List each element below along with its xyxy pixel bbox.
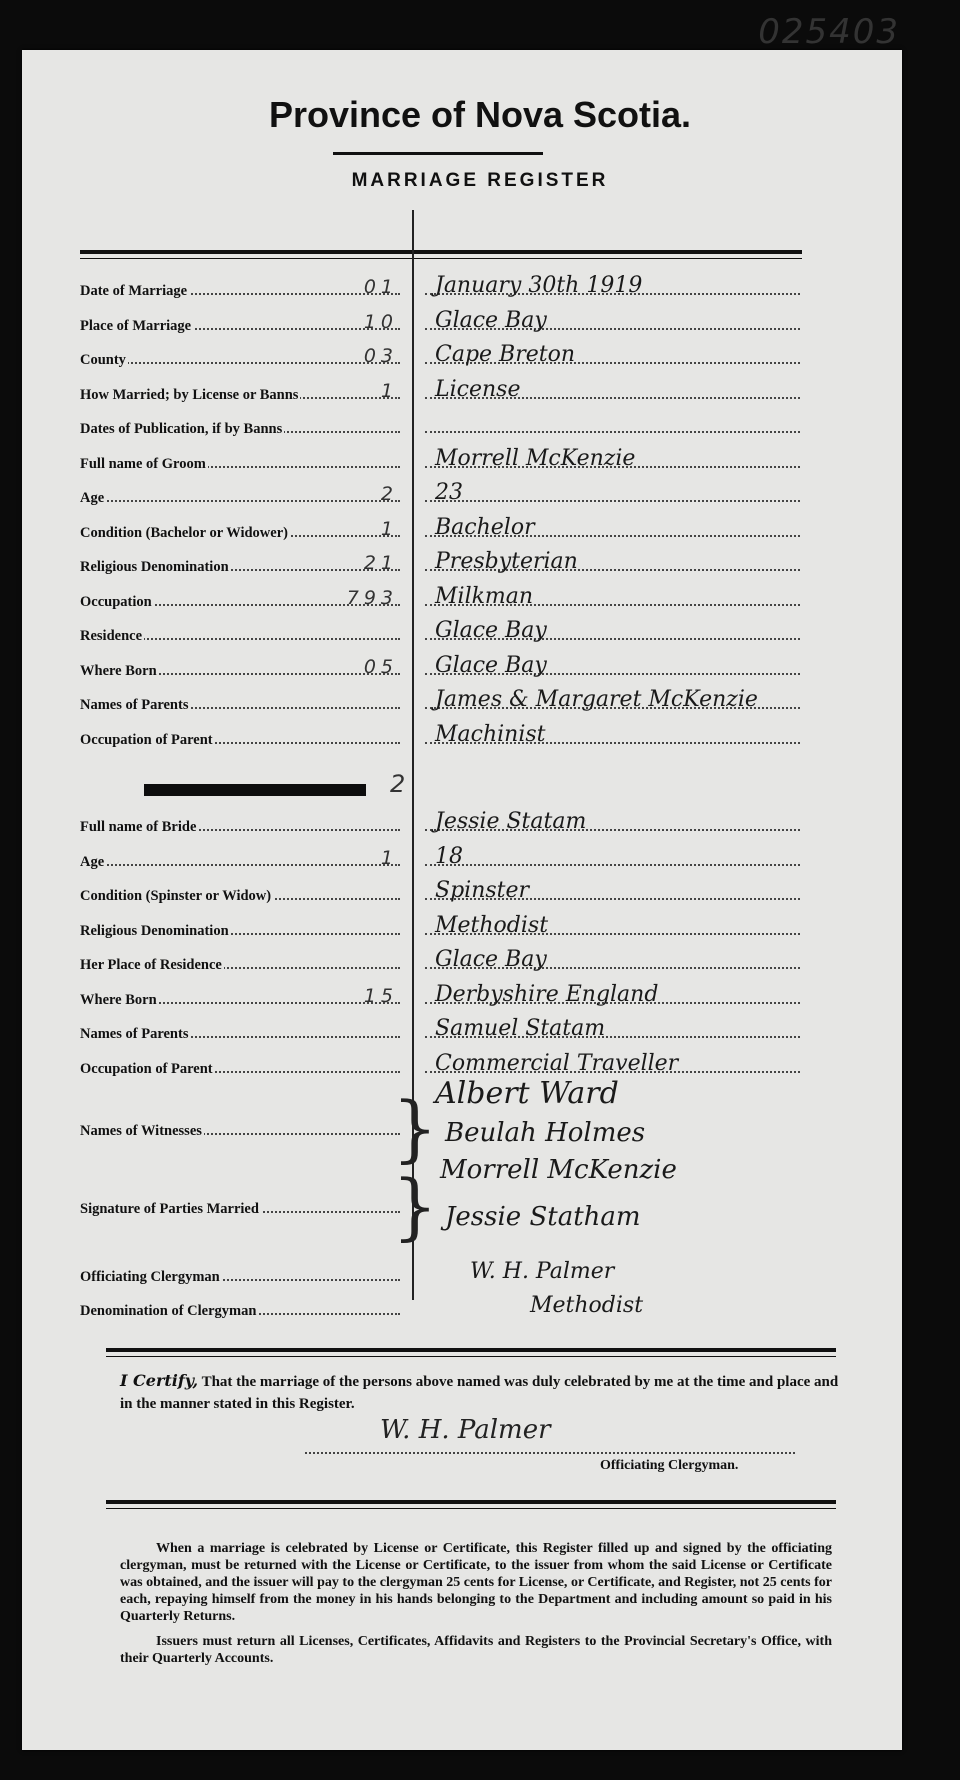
field-code: 03: [363, 345, 398, 367]
form-row: [80, 477, 800, 509]
value-line: [425, 864, 800, 866]
signature-label: Officiating Clergyman.: [600, 1458, 739, 1473]
field-label: Condition (Spinster or Widow): [80, 888, 272, 904]
field-value: W. H. Palmer: [470, 1259, 615, 1284]
field-label: Residence: [80, 628, 143, 644]
field-label: Age: [80, 853, 105, 870]
field-label: Where Born: [80, 991, 157, 1008]
form-row: [80, 339, 800, 371]
field-value: Glace Bay: [435, 618, 547, 643]
form-row: [80, 806, 800, 838]
form-row: [80, 512, 800, 544]
field-label: Denomination of Clergyman: [80, 1303, 257, 1319]
form-row: [80, 719, 800, 751]
form-row: [80, 305, 800, 337]
field-code: 1: [380, 379, 398, 402]
field-value: Glace Bay: [435, 652, 547, 678]
field-code: 793: [346, 586, 398, 609]
field-code: 1: [380, 846, 398, 869]
instructions-notice: [120, 1540, 832, 1675]
field-label: Occupation of Parent: [80, 1060, 213, 1077]
field-label: Religious Denomination: [80, 922, 229, 939]
field-value: Morrell McKenzie: [435, 445, 636, 471]
brace: }: [392, 1164, 438, 1248]
notice-rule-thin: [106, 1508, 836, 1509]
field-value: Spinster: [435, 878, 530, 903]
field-value: Derbyshire England: [435, 981, 659, 1007]
field-value: Commercial Traveller: [435, 1050, 679, 1076]
field-code: 1: [380, 517, 398, 540]
header-rule-thick: [80, 250, 802, 254]
field-value: Glace Bay: [435, 307, 547, 333]
value-line: [425, 431, 800, 433]
field-code: 15: [363, 984, 398, 1007]
value-line: [425, 500, 800, 502]
form-row: [80, 443, 800, 475]
form-row: [80, 270, 800, 302]
field-label: Age: [80, 490, 105, 506]
field-label: Officiating Clergyman: [80, 1269, 220, 1285]
notice-paragraph: When a marriage is celebrated by License or Certificate, this Register filled up and signed by the officiating clergyman, must be returned with the License or Certificate, to the issuer from whom the said License or Certificate was obtained, and the issuer will pay to the clergyman 25 cents for License, or Certificate, and Register, not 25 cents for each, repaying himself from the money in his hands belonging to the Department and including amount so paid in his Quarterly Returns.: [120, 1541, 832, 1624]
field-label: Her Place of Residence: [80, 957, 222, 973]
certify-body: That the marriage of the persons above named was duly celebrated by me at the time and place and in the manner stated in this Register.: [120, 1374, 839, 1412]
certification-text: [120, 1370, 840, 1415]
brace: }: [392, 1086, 438, 1170]
field-label: Full name of Bride: [80, 819, 197, 835]
groom-signature: Morrell McKenzie: [440, 1155, 677, 1185]
field-label: Occupation: [80, 593, 152, 610]
field-value: Bachelor: [435, 514, 535, 540]
field-value: Samuel Statam: [435, 1016, 606, 1041]
form-row: [80, 546, 800, 578]
field-label: Date of Marriage: [80, 283, 188, 299]
form-row: [80, 374, 800, 406]
section-divider-bar: [144, 784, 366, 796]
form-row: [80, 841, 800, 873]
form-row: [80, 1048, 800, 1080]
page-subtitle: MARRIAGE REGISTER: [351, 170, 609, 191]
form-row: [80, 684, 800, 716]
field-code: 2: [380, 483, 398, 505]
clergyman-row: [80, 1256, 800, 1288]
witness-2: Beulah Holmes: [445, 1118, 646, 1148]
signature-line: [305, 1452, 795, 1454]
witness-1: Albert Ward: [435, 1076, 619, 1111]
clergy-denomination-row: [80, 1290, 800, 1322]
field-value: Machinist: [435, 721, 546, 747]
form-row: [80, 979, 800, 1011]
field-label: Occupation of Parent: [80, 731, 213, 748]
field-value: Cape Breton: [435, 342, 576, 367]
certify-rule-thin: [106, 1356, 836, 1357]
field-value: Presbyterian: [435, 549, 578, 574]
header-rule-thin: [80, 258, 802, 259]
serial-number: 025403: [758, 12, 900, 52]
notice-paragraph: Issuers must return all Licenses, Certificates, Affidavits and Registers to the Provincial Secretary's Office, with their Quarterly Accounts.: [120, 1634, 832, 1666]
field-label: Full name of Groom: [80, 455, 206, 472]
field-value: 18: [435, 843, 463, 869]
bride-signature: Jessie Statham: [445, 1202, 641, 1232]
form-row: [80, 875, 800, 907]
field-value: Methodist: [435, 912, 549, 938]
field-value: James & Margaret McKenzie: [435, 687, 758, 712]
form-row: [80, 910, 800, 942]
field-label: Signature of Parties Married: [80, 1201, 259, 1217]
certify-lead: I Certify,: [120, 1371, 199, 1390]
page-title: Province of Nova Scotia.: [268, 94, 692, 135]
field-value: Glace Bay: [435, 947, 547, 972]
field-label: Where Born: [80, 662, 157, 679]
notice-rule-thick: [106, 1500, 836, 1504]
clergyman-signature: W. H. Palmer: [380, 1415, 551, 1445]
field-code: 21: [363, 552, 398, 574]
field-label: Names of Parents: [80, 1026, 189, 1042]
field-label: Names of Witnesses: [80, 1123, 202, 1139]
field-value: 23: [435, 480, 463, 505]
field-label: County: [80, 352, 126, 368]
field-code: 05: [363, 655, 398, 678]
form-row: [80, 944, 800, 976]
form-row: [80, 650, 800, 682]
field-label: Condition (Bachelor or Widower): [80, 524, 288, 541]
field-label: Religious Denomination: [80, 559, 229, 575]
form-row: [80, 615, 800, 647]
field-code: 10: [363, 310, 398, 333]
section-number: 2: [390, 770, 406, 798]
field-label: Place of Marriage: [80, 317, 192, 334]
field-label: Names of Parents: [80, 697, 189, 713]
form-row: [80, 408, 800, 440]
form-row: [80, 581, 800, 613]
field-label: Dates of Publication, if by Banns: [80, 421, 283, 437]
field-value: Methodist: [530, 1293, 644, 1318]
form-row: [80, 1013, 800, 1045]
certify-rule-thick: [106, 1348, 836, 1352]
title-rule: [333, 152, 543, 155]
field-label: How Married; by License or Banns: [80, 386, 299, 403]
field-value: Jessie Statam: [435, 809, 587, 834]
field-value: Milkman: [435, 583, 534, 609]
field-code: 01: [363, 276, 398, 298]
field-value: January 30th 1919: [435, 273, 643, 298]
field-value: License: [435, 376, 521, 402]
